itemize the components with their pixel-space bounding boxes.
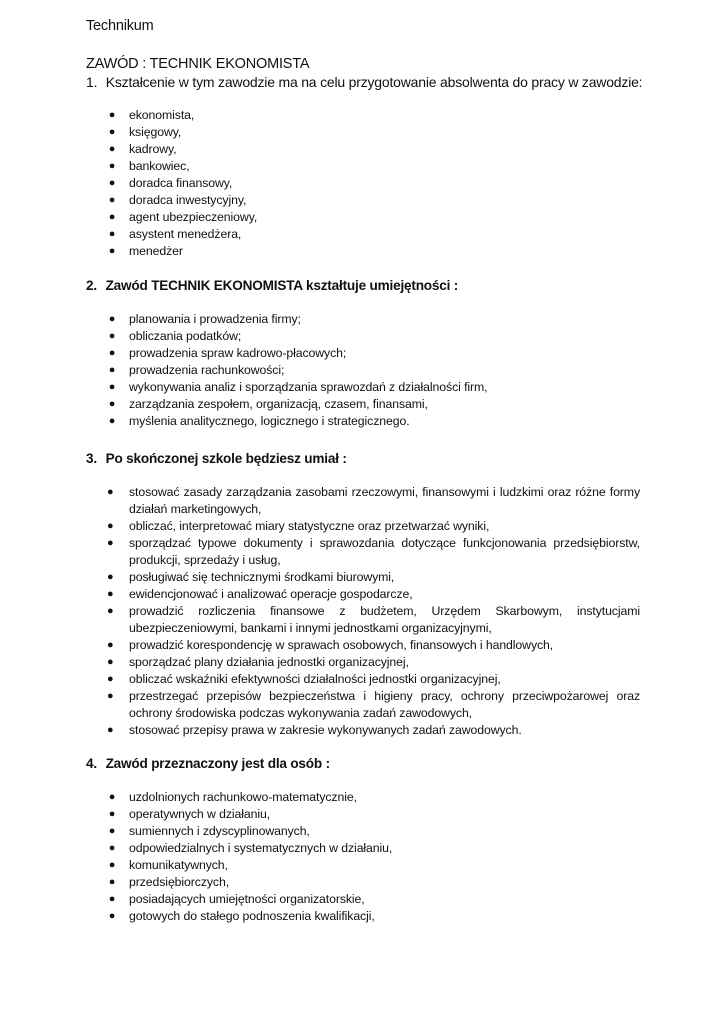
bullet-icon: ● bbox=[108, 109, 116, 121]
list-item-text: doradca inwestycyjny, bbox=[129, 193, 247, 207]
section-3-heading bbox=[86, 450, 347, 468]
list-item bbox=[86, 192, 257, 209]
bullet-icon: ● bbox=[108, 211, 116, 223]
list-item-text: prowadzenia spraw kadrowo-płacowych; bbox=[129, 346, 347, 360]
section-1-heading bbox=[86, 73, 642, 91]
list-item bbox=[86, 654, 640, 671]
list-item-text: prowadzić rozliczenia finansowe z budżetem, Urzędem Skarbowym, instytucjami ubezpieczeniowymi, bankami i innymi jednostkami organizacyjnymi, bbox=[129, 604, 640, 635]
bullet-icon: ● bbox=[107, 724, 114, 736]
section-3-number: 3. bbox=[86, 451, 97, 466]
list-item-text: posiadających umiejętności organizatorskie, bbox=[129, 892, 365, 906]
list-item-text: gotowych do stałego podnoszenia kwalifikacji, bbox=[129, 909, 375, 923]
list-item bbox=[86, 243, 257, 260]
list-item-text: doradca finansowy, bbox=[129, 176, 233, 190]
bullet-icon: ● bbox=[107, 588, 114, 600]
bullet-icon: ● bbox=[108, 245, 116, 257]
list-item-text: księgowy, bbox=[129, 125, 182, 139]
list-item-text: prowadzenia rachunkowości; bbox=[129, 363, 285, 377]
list-item-text: myślenia analitycznego, logicznego i strategicznego. bbox=[129, 414, 410, 428]
bullet-icon: ● bbox=[108, 415, 116, 427]
section-3-list bbox=[86, 484, 640, 739]
list-item bbox=[86, 569, 640, 586]
section-4-list bbox=[86, 789, 392, 925]
list-item-text: uzdolnionych rachunkowo-matematycznie, bbox=[129, 790, 357, 804]
list-item-text: asystent menedżera, bbox=[129, 227, 242, 241]
list-item bbox=[86, 107, 257, 124]
list-item-text: wykonywania analiz i sporządzania sprawozdań z działalności firm, bbox=[129, 380, 488, 394]
bullet-icon: ● bbox=[108, 347, 116, 359]
list-item-text: ewidencjonować i analizować operacje gospodarcze, bbox=[129, 587, 413, 601]
list-item bbox=[86, 688, 640, 722]
bullet-icon: ● bbox=[107, 605, 114, 617]
list-item bbox=[86, 518, 640, 535]
bullet-icon: ● bbox=[108, 859, 116, 871]
list-item bbox=[86, 823, 392, 840]
bullet-icon: ● bbox=[108, 893, 116, 905]
bullet-icon: ● bbox=[108, 808, 116, 820]
section-3-title: Po skończonej szkole będziesz umiał : bbox=[105, 451, 347, 466]
bullet-icon: ● bbox=[108, 364, 116, 376]
list-item bbox=[86, 345, 487, 362]
list-item-text: kadrowy, bbox=[129, 142, 177, 156]
bullet-icon: ● bbox=[108, 313, 116, 325]
section-2-heading bbox=[86, 277, 458, 295]
bullet-icon: ● bbox=[108, 143, 116, 155]
school-type-title: Technikum bbox=[86, 18, 154, 34]
list-item-text: obliczania podatków; bbox=[129, 329, 242, 343]
section-2-title: Zawód TECHNIK EKONOMISTA kształtuje umiejętności : bbox=[105, 278, 459, 293]
list-item-text: stosować zasady zarządzania zasobami rzeczowymi, finansowymi i ludzkimi oraz różne formy działań marketingowych, bbox=[129, 485, 640, 516]
list-item bbox=[86, 175, 257, 192]
list-item bbox=[86, 586, 640, 603]
bullet-icon: ● bbox=[108, 177, 116, 189]
profession-line: ZAWÓD : TECHNIK EKONOMISTA bbox=[86, 56, 310, 72]
list-item bbox=[86, 603, 640, 637]
list-item-text: sporządzać typowe dokumenty i sprawozdania dotyczące funkcjonowania przedsiębiorstw, produkcji, sprzedaży i usług, bbox=[129, 536, 640, 567]
bullet-icon: ● bbox=[108, 126, 116, 138]
bullet-icon: ● bbox=[108, 194, 116, 206]
bullet-icon: ● bbox=[108, 825, 116, 837]
list-item-text: obliczać wskaźniki efektywności działalności jednostki organizacyjnej, bbox=[129, 672, 501, 686]
list-item bbox=[86, 484, 640, 518]
bullet-icon: ● bbox=[108, 381, 116, 393]
list-item-text: odpowiedzialnych i systematycznych w działaniu, bbox=[129, 841, 393, 855]
bullet-icon: ● bbox=[108, 842, 116, 854]
list-item bbox=[86, 141, 257, 158]
bullet-icon: ● bbox=[108, 910, 116, 922]
list-item bbox=[86, 124, 257, 141]
list-item bbox=[86, 806, 392, 823]
list-item bbox=[86, 226, 257, 243]
list-item bbox=[86, 722, 640, 739]
list-item-text: przestrzegać przepisów bezpieczeństwa i higieny pracy, ochrony przeciwpożarowej oraz ochrony środowiska podczas wykonywania zadań zawodowych, bbox=[129, 689, 640, 720]
list-item bbox=[86, 158, 257, 175]
section-4-heading bbox=[86, 755, 330, 773]
list-item bbox=[86, 535, 640, 569]
bullet-icon: ● bbox=[107, 520, 114, 532]
list-item bbox=[86, 840, 392, 857]
bullet-icon: ● bbox=[108, 160, 116, 172]
list-item-text: komunikatywnych, bbox=[129, 858, 228, 872]
bullet-icon: ● bbox=[107, 673, 114, 685]
list-item-text: prowadzić korespondencję w sprawach osobowych, finansowych i handlowych, bbox=[129, 638, 554, 652]
bullet-icon: ● bbox=[108, 228, 116, 240]
list-item bbox=[86, 328, 487, 345]
bullet-icon: ● bbox=[108, 791, 116, 803]
list-item bbox=[86, 908, 392, 925]
list-item-text: sporządzać plany działania jednostki organizacyjnej, bbox=[129, 655, 409, 669]
section-2-list bbox=[86, 311, 487, 430]
list-item-text: przedsiębiorczych, bbox=[129, 875, 230, 889]
list-item-text: menedżer bbox=[129, 244, 183, 258]
list-item bbox=[86, 396, 487, 413]
section-1-number: 1. bbox=[86, 74, 98, 90]
section-1-title: Kształcenie w tym zawodzie ma na celu przygotowanie absolwenta do pracy w zawodzie: bbox=[105, 74, 643, 90]
list-item bbox=[86, 637, 640, 654]
list-item bbox=[86, 379, 487, 396]
bullet-icon: ● bbox=[108, 398, 116, 410]
bullet-icon: ● bbox=[107, 656, 114, 668]
list-item-text: zarządzania zespołem, organizacją, czasem, finansami, bbox=[129, 397, 428, 411]
list-item bbox=[86, 671, 640, 688]
bullet-icon: ● bbox=[107, 639, 114, 651]
list-item bbox=[86, 362, 487, 379]
list-item bbox=[86, 891, 392, 908]
bullet-icon: ● bbox=[107, 486, 114, 498]
list-item bbox=[86, 413, 487, 430]
list-item bbox=[86, 209, 257, 226]
list-item bbox=[86, 857, 392, 874]
list-item bbox=[86, 311, 487, 328]
list-item-text: bankowiec, bbox=[129, 159, 190, 173]
list-item-text: ekonomista, bbox=[129, 108, 195, 122]
section-4-number: 4. bbox=[86, 756, 97, 771]
bullet-icon: ● bbox=[108, 876, 116, 888]
list-item-text: agent ubezpieczeniowy, bbox=[129, 210, 258, 224]
bullet-icon: ● bbox=[108, 330, 116, 342]
list-item-text: stosować przepisy prawa w zakresie wykonywanych zadań zawodowych. bbox=[129, 723, 522, 737]
list-item-text: posługiwać się technicznymi środkami biurowymi, bbox=[129, 570, 395, 584]
bullet-icon: ● bbox=[107, 571, 114, 583]
section-1-list bbox=[86, 107, 257, 260]
section-2-number: 2. bbox=[86, 278, 97, 293]
bullet-icon: ● bbox=[107, 537, 114, 549]
list-item bbox=[86, 874, 392, 891]
bullet-icon: ● bbox=[107, 690, 114, 702]
list-item-text: planowania i prowadzenia firmy; bbox=[129, 312, 301, 326]
list-item-text: sumiennych i zdyscyplinowanych, bbox=[129, 824, 310, 838]
list-item-text: operatywnych w działaniu, bbox=[129, 807, 271, 821]
section-4-title: Zawód przeznaczony jest dla osób : bbox=[105, 756, 330, 771]
list-item bbox=[86, 789, 392, 806]
list-item-text: obliczać, interpretować miary statystyczne oraz przetwarzać wyniki, bbox=[129, 519, 490, 533]
